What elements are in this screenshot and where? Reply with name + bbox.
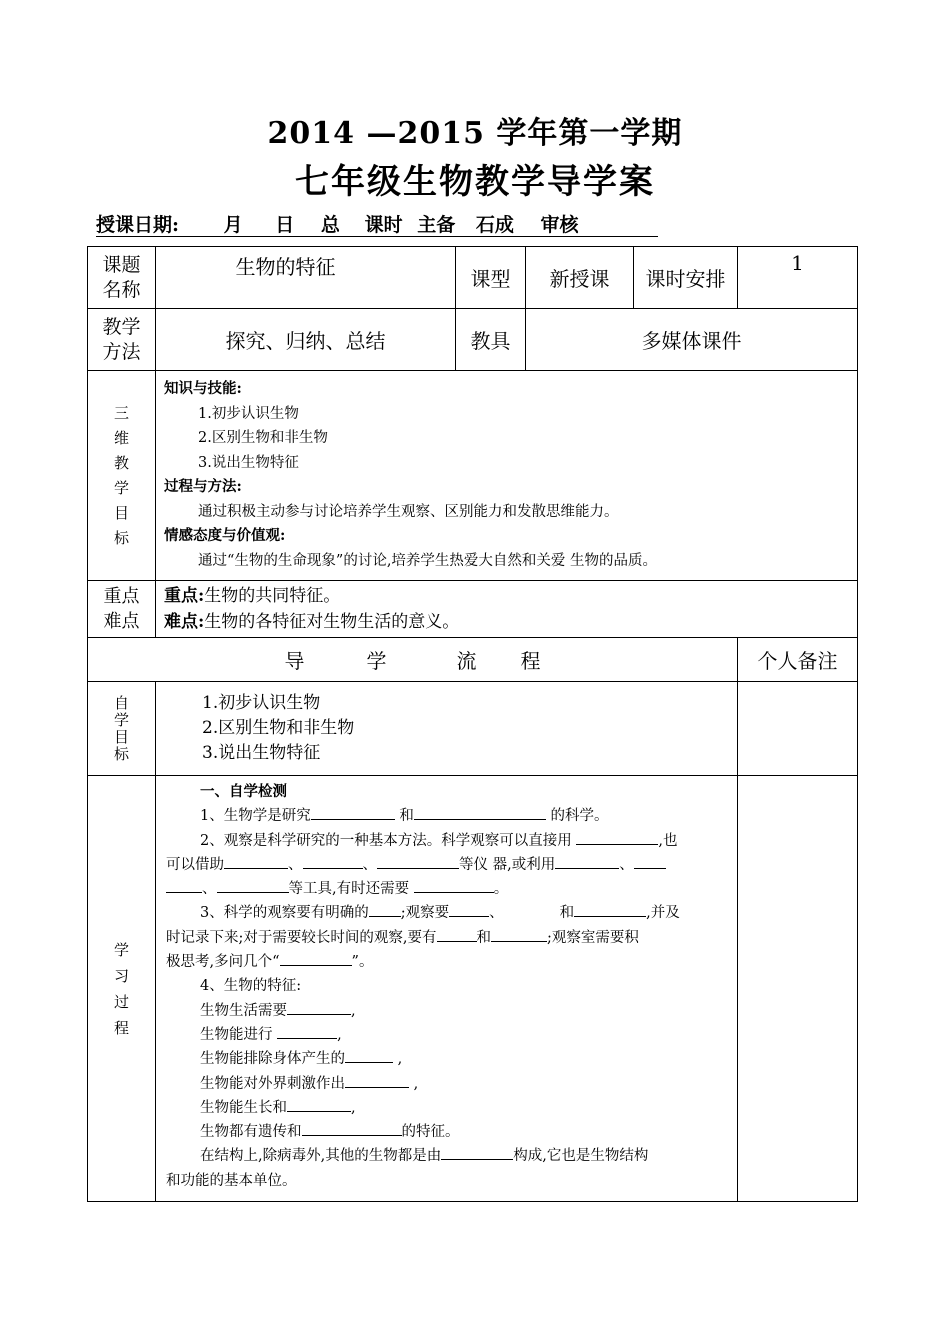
lesson-meta-line — [96, 210, 658, 237]
blank — [345, 1047, 393, 1063]
blank — [166, 877, 202, 893]
month-label: 月 — [223, 214, 243, 236]
hours-label: 课时 — [364, 214, 403, 236]
blank — [311, 804, 395, 820]
blank — [302, 1120, 402, 1136]
feature-item: 生物能排除身体产生的 , — [166, 1047, 727, 1071]
difficult-point-label: 难点: — [164, 612, 205, 632]
author-name: 石成 — [475, 214, 514, 236]
total-label: 总 — [320, 214, 340, 236]
blank — [280, 950, 352, 966]
self-goal-item: 2.区别生物和非生物 — [202, 718, 355, 738]
question-4: 4、生物的特征: — [200, 978, 302, 995]
blank — [414, 804, 546, 820]
flow-char: 导 — [284, 649, 305, 673]
attitude-title: 情感态度与价值观: — [164, 527, 286, 544]
three-goals-label: 三 维 教 学 目 标 — [88, 371, 156, 581]
blank — [377, 853, 459, 869]
method-value: 探究、归纳、总结 — [156, 309, 456, 371]
date-label: 授课日期: — [96, 214, 180, 236]
feature-item: 生物生活需要 , — [166, 999, 727, 1023]
flow-char: 流 — [456, 649, 477, 673]
blank — [576, 829, 658, 845]
study-row — [88, 776, 858, 1202]
focus-content — [156, 581, 858, 638]
blank — [555, 853, 619, 869]
blank — [574, 901, 646, 917]
blank — [224, 853, 288, 869]
prep-label: 主备 — [417, 214, 456, 236]
blank — [303, 853, 363, 869]
question-3-line: 极思考,多问几个“ ”。 — [166, 950, 727, 974]
method-row — [88, 309, 858, 371]
blank — [277, 1023, 337, 1039]
flow-title — [88, 638, 738, 682]
key-point-label: 重点: — [164, 586, 205, 606]
day-label: 日 — [275, 214, 295, 236]
topic-row — [88, 247, 858, 309]
topic-value: 生物的特征 — [156, 247, 456, 309]
tools-value: 多媒体课件 — [526, 309, 858, 371]
feature-item: 生物都有遗传和 的特征。 — [166, 1120, 727, 1144]
review-label: 审核 — [540, 214, 579, 236]
blank — [634, 853, 666, 869]
blank — [345, 1072, 409, 1088]
personal-note-label: 个人备注 — [738, 638, 858, 682]
cell-statement-line: 和功能的基本单位。 — [166, 1172, 297, 1189]
blank — [491, 926, 547, 942]
hours-value: 1 — [738, 247, 858, 309]
blank — [449, 901, 489, 917]
feature-item: 生物能对外界刺激作出 , — [166, 1072, 727, 1096]
blank — [437, 926, 477, 942]
question-2: 2、观察是科学研究的一种基本方法。科学观察可以直接用 ,也 — [166, 829, 727, 853]
difficult-point-text: 生物的各特征对生物生活的意义。 — [204, 612, 460, 632]
question-2-line: 可以借助 、 、 等仪 器,或利用 、 — [166, 853, 727, 877]
blank — [217, 877, 289, 893]
self-goal-item: 1.初步认识生物 — [202, 693, 321, 713]
study-label: 学 习 过 程 — [88, 776, 156, 1202]
question-3: 3、科学的观察要有明确的 ;观察要 、 和 ,并及 — [166, 901, 727, 925]
self-goals-row — [88, 682, 858, 776]
process-text: 通过积极主动参与讨论培养学生观察、区别能力和发散思维能力。 — [198, 503, 619, 520]
type-label: 课型 — [456, 247, 526, 309]
self-goals-label: 自 学 目 标 — [88, 682, 156, 776]
type-value: 新授课 — [526, 247, 634, 309]
feature-item: 生物能生长和 , — [166, 1096, 727, 1120]
question-2-line: 、 等工具,有时还需要 。 — [166, 877, 727, 901]
page-title: 2014 —2015 学年第一学期 — [267, 116, 683, 151]
focus-row — [88, 581, 858, 638]
three-goals-content — [156, 371, 858, 581]
knowledge-title: 知识与技能: — [164, 380, 242, 397]
process-title: 过程与方法: — [164, 478, 242, 495]
knowledge-item: 3.说出生物特征 — [198, 454, 299, 471]
study-note — [738, 776, 858, 1202]
blank — [441, 1144, 513, 1160]
blank — [369, 901, 401, 917]
self-goal-item: 3.说出生物特征 — [202, 743, 321, 763]
method-label: 教学 方法 — [88, 309, 156, 371]
blank — [287, 999, 351, 1015]
flow-char: 学 — [366, 649, 387, 673]
hours-label: 课时安排 — [634, 247, 738, 309]
tools-label: 教具 — [456, 309, 526, 371]
self-goals-content — [156, 682, 738, 776]
feature-item: 生物能进行 , — [166, 1023, 727, 1047]
blank — [287, 1096, 351, 1112]
flow-header-row — [88, 638, 858, 682]
topic-label: 课题 名称 — [88, 247, 156, 309]
question-1: 1、生物学是研究 和 的科学。 — [166, 804, 727, 828]
cell-statement: 在结构上,除病毒外,其他的生物都是由 构成,它也是生物结构 — [166, 1144, 727, 1168]
question-3-line: 时记录下来;对于需要较长时间的观察,要有 和 ;观察室需要积 — [166, 926, 727, 950]
three-goals-row — [88, 371, 858, 581]
focus-label: 重点 难点 — [88, 581, 156, 638]
key-point-text: 生物的共同特征。 — [204, 586, 341, 606]
blank — [414, 877, 494, 893]
study-content — [156, 776, 738, 1202]
study-section-title: 一、自学检测 — [200, 783, 287, 800]
knowledge-item: 2.区别生物和非生物 — [198, 430, 328, 446]
page-subtitle: 七年级生物教学导学案 — [295, 162, 655, 202]
attitude-text: 通过“生物的生命现象”的讨论,培养学生热爱大自然和关爱 生物的品质。 — [198, 552, 658, 569]
self-goals-note — [738, 682, 858, 776]
flow-char: 程 — [520, 649, 541, 673]
knowledge-item: 1.初步认识生物 — [198, 405, 299, 422]
lesson-plan-table — [87, 246, 858, 1202]
